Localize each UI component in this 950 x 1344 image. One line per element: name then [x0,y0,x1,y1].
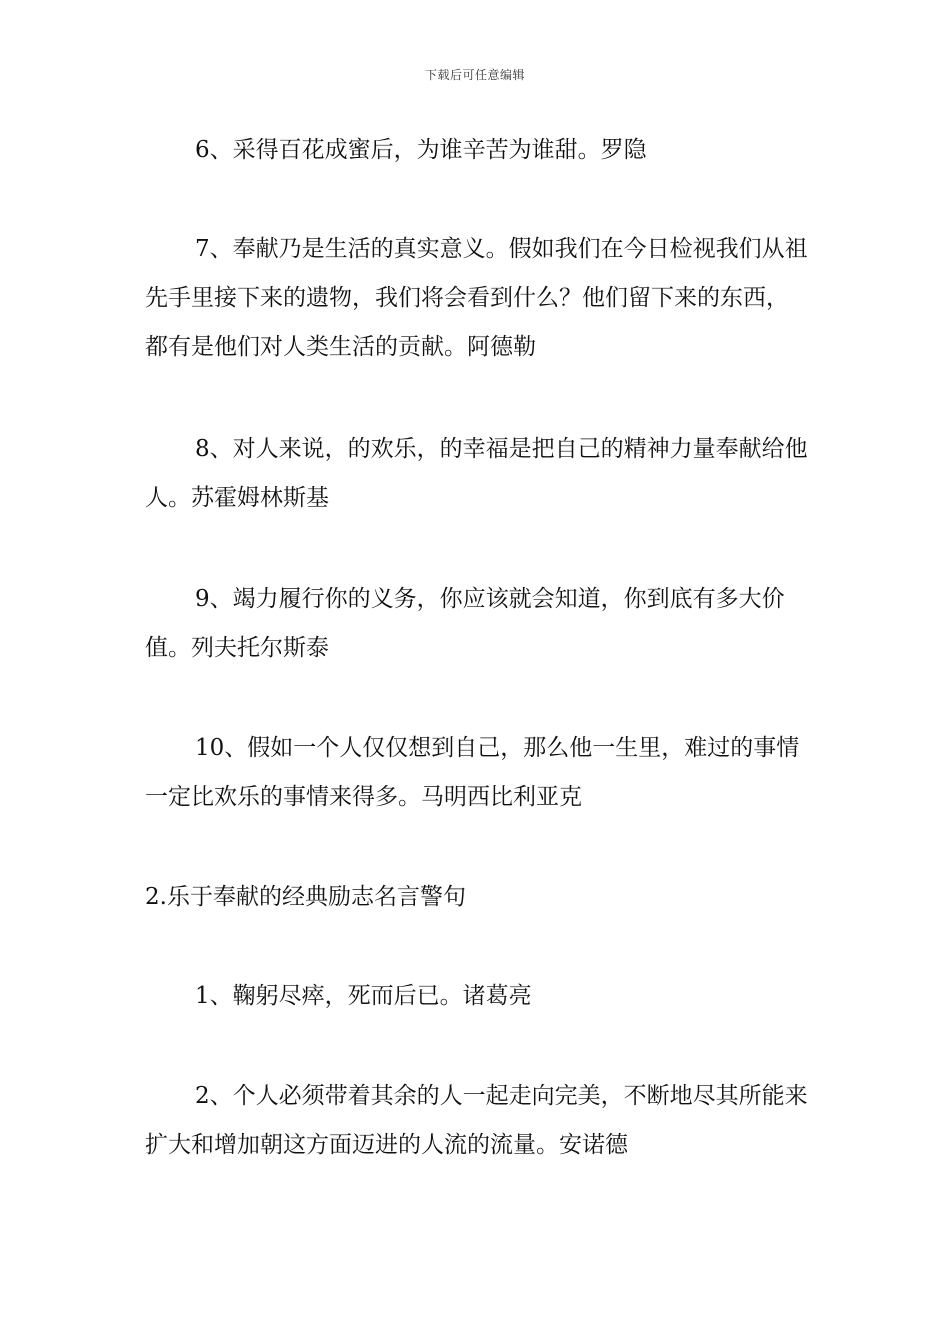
quote-paragraph-10: 10、假如一个人仅仅想到自己，那么他一生里，难过的事情一定比欢乐的事情来得多。马明西比利亚克 [145,735,800,810]
page-header: 下载后可任意编辑 [424,68,525,82]
section-heading: 2.乐于奉献的经典励志名言警句 [145,884,466,910]
quote-paragraph-9: 9、竭力履行你的义务，你应该就会知道，你到底有多大价值。列夫托尔斯泰 [145,586,785,661]
quote-paragraph-8: 8、对人来说，的欢乐，的幸福是把自己的精神力量奉献给他人。苏霍姆林斯基 [145,436,808,511]
quote-paragraph-2: 2、个人必须带着其余的人一起走向完美，不断地尽其所能来扩大和增加朝这方面迈进的人流的流量。安诺德 [145,1083,808,1158]
quote-paragraph-6: 6、采得百花成蜜后，为谁辛苦为谁甜。罗隐 [195,137,647,163]
quote-paragraph-7: 7、奉献乃是生活的真实意义。假如我们在今日检视我们从祖先手里接下来的遗物，我们将会看到什么？他们留下来的东西，都有是他们对人类生活的贡献。阿德勒 [145,236,808,360]
quote-paragraph-1: 1、鞠躬尽瘁，死而后已。诸葛亮 [195,983,532,1009]
